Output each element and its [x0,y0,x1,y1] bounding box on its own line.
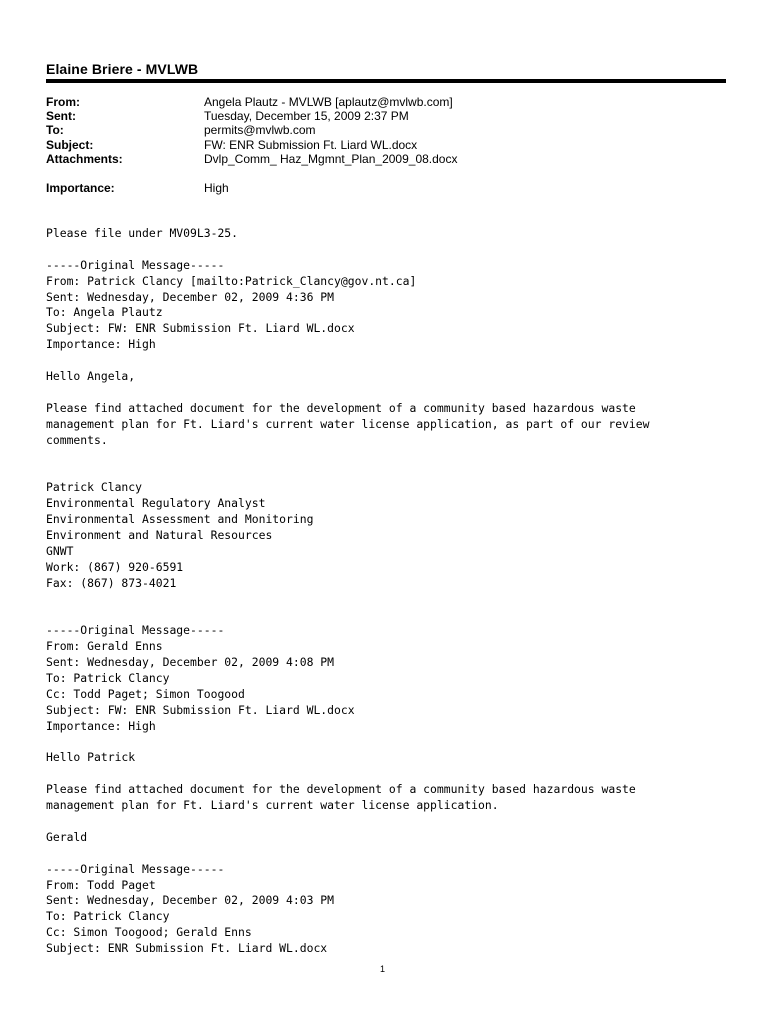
email-body-line: Subject: ENR Submission Ft. Liard WL.docx [46,941,328,956]
header-label: From: [46,95,80,109]
email-body-line: Importance: High [46,337,156,352]
header-label: Subject: [46,137,94,152]
email-body-line: To: Patrick Clancy [46,909,170,924]
email-body-line: Importance: High [46,718,156,733]
email-body-line: -----Original Message----- [46,861,225,876]
email-body-line: management plan for Ft. Liard's current water license application. [46,798,499,813]
email-body-line: Please file under MV09L3-25. [46,226,239,240]
email-body-line [46,448,649,464]
email-body-line: Environmental Assessment and Monitoring [46,512,314,527]
email-body-line: To: Patrick Clancy [46,670,170,685]
email-body-line: Cc: Simon Toogood; Gerald Enns [46,925,252,940]
header-row-sent [46,109,457,123]
email-body-line: Environment and Natural Resources [46,527,273,542]
email-body-line: From: Gerald Enns [46,639,163,654]
header-label: Attachments: [46,151,123,166]
email-body-line: Sent: Wednesday, December 02, 2009 4:08 PM [46,655,335,670]
email-header-block [46,95,457,195]
header-value: Angela Plautz - MVLWB [aplautz@mvlwb.com] [204,95,453,109]
email-body-line: -----Original Message----- [46,257,225,272]
email-body-line: Patrick Clancy [46,480,143,495]
page-title: Elaine Briere - MVLWB [46,61,199,77]
header-row-from [46,95,457,109]
header-row-attachments [46,152,457,166]
email-body-line [46,846,649,862]
page-number: 1 [380,964,386,974]
header-value: permits@mvlwb.com [204,123,316,138]
email-body-line: Gerald [46,829,88,844]
attachment-name: Dvlp_Comm_ Haz_Mgmnt_Plan_2009_08.docx [204,151,458,166]
header-row-subject [46,138,457,152]
email-body-line: From: Patrick Clancy [mailto:Patrick_Clancy@gov.nt.ca] [46,273,417,288]
header-label: To: [46,123,64,138]
header-value: FW: ENR Submission Ft. Liard WL.docx [204,137,418,152]
header-label: Sent: [46,109,76,124]
email-body-line [46,607,649,623]
email-body-line: Fax: (867) 873-4021 [46,575,177,590]
header-row-to [46,123,457,137]
email-body-line: Subject: FW: ENR Submission Ft. Liard WL.docx [46,702,355,717]
email-body-line: To: Angela Plautz [46,305,163,320]
email-body-line: From: Todd Paget [46,877,156,892]
email-body-line [46,766,649,782]
email-body-line: -----Original Message----- [46,623,225,638]
email-body-line [46,464,649,480]
email-body-line: Cc: Todd Paget; Simon Toogood [46,686,245,701]
email-body-line: GNWT [46,543,74,558]
email-body-line: Sent: Wednesday, December 02, 2009 4:36 PM [46,289,335,304]
email-body-line: management plan for Ft. Liard's current water license application, as part of our review [46,416,650,431]
email-body-line: Please find attached document for the development of a community based hazardous waste [46,782,636,797]
email-body-line [46,353,649,369]
email-body-line [46,735,649,751]
email-body-line: Hello Patrick [46,750,136,765]
email-body-line [46,242,649,258]
email-body-line: Work: (867) 920-6591 [46,559,184,574]
importance-value: High [204,180,229,195]
email-body-line [46,591,649,607]
header-label: Importance: [46,180,115,195]
header-row-importance [46,181,457,195]
email-body-line: Sent: Wednesday, December 02, 2009 4:03 PM [46,893,335,908]
header-value: Tuesday, December 15, 2009 2:37 PM [204,109,409,124]
email-body-line [46,385,649,401]
title-divider [46,79,726,83]
email-body-line: Subject: FW: ENR Submission Ft. Liard WL.docx [46,321,355,336]
email-body [46,226,649,957]
email-body-line: comments. [46,432,108,447]
email-body-line [46,814,649,830]
email-body-line: Environmental Regulatory Analyst [46,496,266,511]
email-body-line: Hello Angela, [46,369,136,384]
email-body-line: Please find attached document for the development of a community based hazardous waste [46,400,636,415]
